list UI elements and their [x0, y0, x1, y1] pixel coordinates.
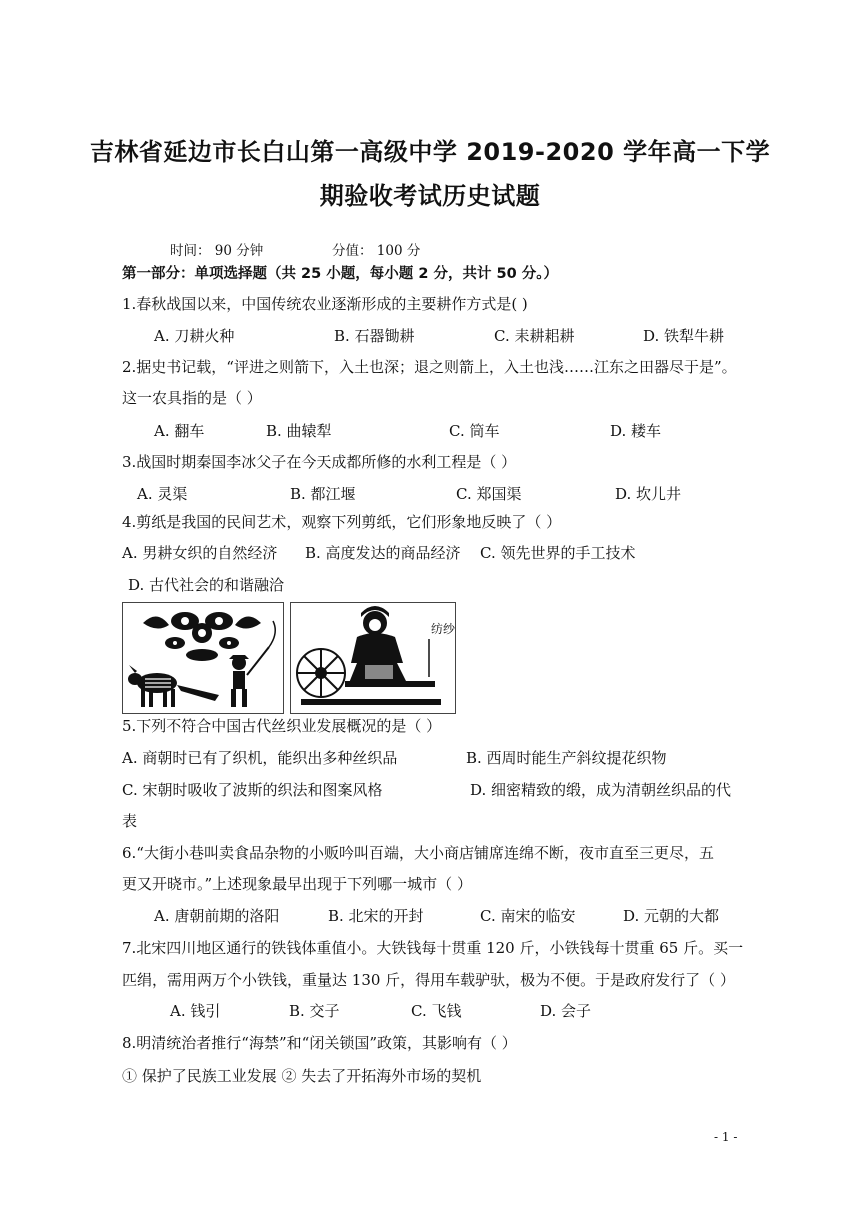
papercut-label: 纺纱 [431, 622, 455, 636]
option-c: C. 南宋的临安 [480, 907, 576, 925]
question-stem-cont: 匹绢，需用两万个小铁钱，重量达 130 斤，得用车载驴驮，极为不便。于是政府发行了（ ） [122, 971, 735, 989]
exam-title-line1: 吉林省延边市长白山第一高级中学 2019-2020 学年高一下学 [89, 138, 771, 166]
statement-options: ① 保护了民族工业发展 ② 失去了开拓海外市场的契机 [122, 1067, 482, 1085]
option-a: A. 商朝时已有了织机，能织出多种丝织品 [122, 749, 398, 767]
question-stem: 1.春秋战国以来，中国传统农业逐渐形成的主要耕作方式是( ) [122, 295, 528, 313]
option-b: B. 西周时能生产斜纹提花织物 [466, 749, 667, 767]
option-a: A. 刀耕火种 [154, 327, 235, 345]
option-a: A. 翻车 [154, 422, 205, 440]
option-d-cont: 表 [122, 812, 138, 830]
question-stem-cont: 更又开晓市。”上述现象最早出现于下列哪一城市（ ） [122, 875, 472, 893]
question-stem: 7.北宋四川地区通行的铁钱体重值小。大铁钱每十贯重 120 斤，小铁钱每十贯重 65 斤。买一 [122, 939, 744, 957]
option-b: B. 曲辕犁 [266, 422, 332, 440]
option-d: D. 古代社会的和谐融洽 [128, 576, 285, 594]
option-c: C. 耒耕耜耕 [494, 327, 575, 345]
question-stem: 2.据史书记载，“评进之则箭下，入土也深；退之则箭上，入土也浅……江东之田器尽于是”。 [122, 358, 737, 376]
option-a: A. 唐朝前期的洛阳 [154, 907, 280, 925]
question-stem: 4.剪纸是我国的民间艺术，观察下列剪纸，它们形象地反映了（ ） [122, 513, 562, 531]
option-b: B. 北宋的开封 [328, 907, 424, 925]
option-a: A. 钱引 [170, 1002, 221, 1020]
papercut-farming-image [122, 602, 284, 714]
option-d: D. 会子 [540, 1002, 592, 1020]
option-d: D. 铁犁牛耕 [643, 327, 725, 345]
page-number: - 1 - [714, 1130, 738, 1144]
option-c: C. 宋朝时吸收了波斯的织法和图案风格 [122, 781, 383, 799]
exam-score: 分值： 100 分 [332, 243, 421, 259]
option-b: B. 高度发达的商品经济 [305, 544, 461, 562]
option-a: A. 灵渠 [137, 485, 188, 503]
option-c: C. 飞钱 [411, 1002, 462, 1020]
section-heading: 第一部分：单项选择题（共 25 小题，每小题 2 分，共计 50 分。） [122, 266, 558, 282]
question-stem: 5.下列不符合中国古代丝织业发展概况的是（ ） [122, 717, 442, 735]
option-d: D. 耧车 [610, 422, 662, 440]
question-stem: 8.明清统治者推行“海禁”和“闭关锁国”政策，其影响有（ ） [122, 1034, 517, 1052]
option-c: C. 领先世界的手工技术 [480, 544, 636, 562]
question-stem-cont: 这一农具指的是（ ） [122, 389, 262, 407]
question-stem: 3.战国时期秦国李冰父子在今天成都所修的水利工程是（ ） [122, 453, 517, 471]
option-d: D. 细密精致的缎，成为清朝丝织品的代 [470, 781, 732, 799]
exam-title-line2: 期验收考试历史试题 [319, 182, 541, 210]
option-c: C. 郑国渠 [456, 485, 522, 503]
option-b: B. 都江堰 [290, 485, 356, 503]
option-a: A. 男耕女织的自然经济 [122, 544, 278, 562]
option-d: D. 元朝的大都 [623, 907, 720, 925]
option-b: B. 石器锄耕 [334, 327, 415, 345]
option-d: D. 坎儿井 [615, 485, 682, 503]
exam-time: 时间： 90 分钟 [170, 243, 264, 259]
option-b: B. 交子 [289, 1002, 340, 1020]
papercut-spinning-image [290, 602, 456, 714]
option-c: C. 筒车 [449, 422, 500, 440]
question-stem: 6.“大街小巷叫卖食品杂物的小贩吟叫百端，大小商店铺席连绵不断，夜市直至三更尽，五 [122, 844, 714, 862]
